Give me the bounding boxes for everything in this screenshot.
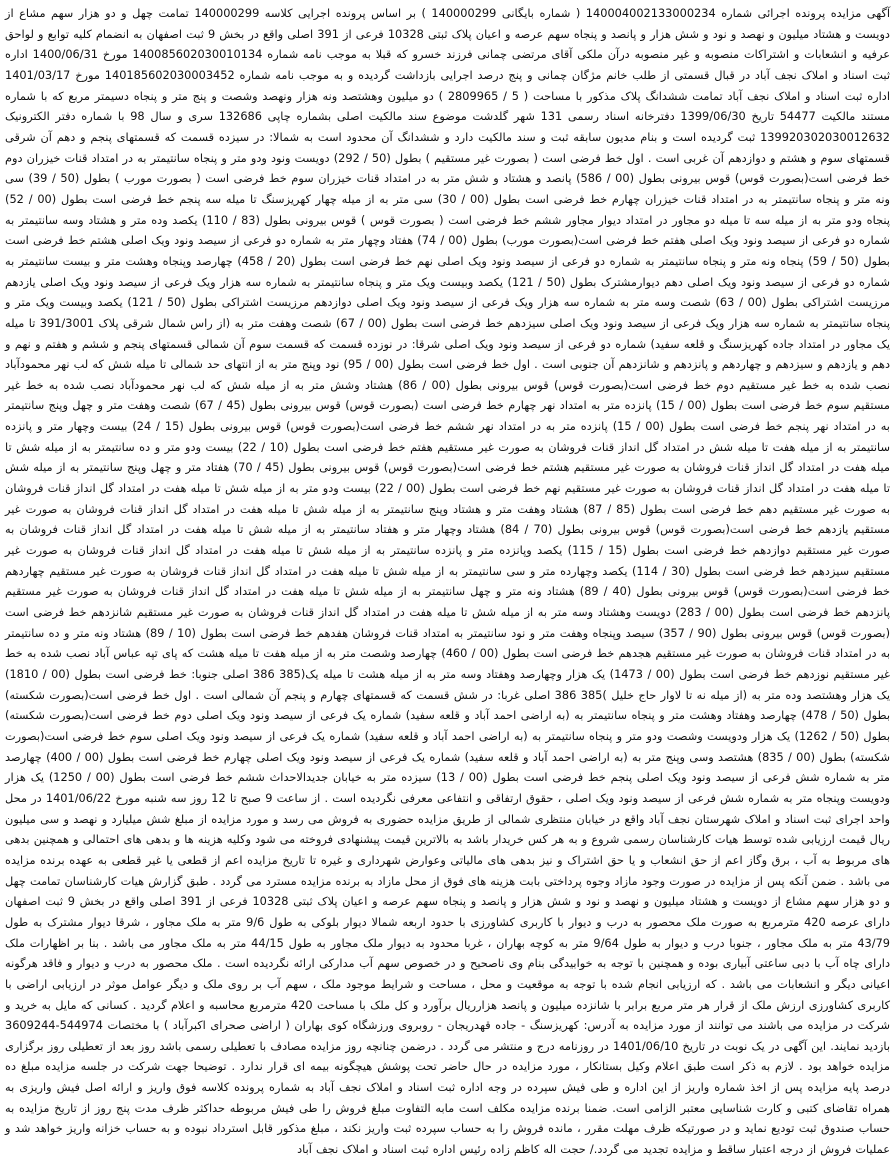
notice-body-text: آگهی مزایده پرونده اجرائی شماره 140004002133000234 ( شماره بایگانی 140000299 ) بر اساس پرونده اجرایی کلاسه 140000299 تمامت چهل و دو هزار سهم مشاع از دویست و هشتاد میلیون و نهصد و نود و شش هزار و پانصد و پنجاه سهم عرصه و اعیان پلاک ثبتی 10328 فرعی از 391 اصلی واقع در بخش 9 ثبت اصفهان به انضمام کلیه توابع و لواحق عرفیه و انشعابات و اشتراکات منصوبه و غیر منصوبه درآن ملکی آقای مرتضی چمانی فرزند خسرو که قبلا به موجب نامه شماره 140085602030010134 مورخ 1400/06/31 اداره ثبت اسناد و املاک نجف آباد در قبال قسمتی از طلب خانم مژگان چمانی و پنج درصد اجرایی بازداشت گردیده و به موجب نامه شماره 140185602030003452 مورخ 1401/03/17 اداره ثبت اسناد و املاک نجف آباد تمامت ششدانگ پلاک مذکور با مساحت ( 5 / 2809965 ) دو میلیون وهشتصد ونه هزار ونهصد وشصت و پنج متر و پنجاه دسیمتر مربع که با شماره مستند مالکیت 54477 تاریخ 1399/06/30 دفترخانه اسناد رسمی 131 شهر گلدشت موضوع سند مالکیت اصلی بشماره چاپی 132686 سری و سال 98 با شماره دفتر الکترونیک 139920302030012632 ثبت گردیده است و بنام مدیون سابقه ثبت و سند مالکیت دارد و ششدانگ آن محدود است به شمالا: در سیزده قسمت که قسمتهای پنجم و دهم آن شرقی قسمتهای سوم و هشتم و دوازدهم آن غربی است . اول خط فرضی است ( بصورت غیر مستقیم ) بطول (50 / 292) دویست ونود ودو متر و پنجاه سانتیمتر به در امتداد قنات خیزران دوم خط فرضی است(بصورت قوس) قوس بیرونی بطول (00 / 586) پانصد و هشتاد و شش متر به در امتداد قنات خیزران سوم خط فرضی است ( بصورت مورب ) بطول (50 / 39) سی ونه متر و پنجاه سانتیمتر به در امتداد قنات خیزران چهارم خط فرضی است بطول (00 / 30) سی متر به از میله چهار کهریزسنگ تا میله سه پنجم خط فرضی است بطول (00 / 52) پنجاه ودو متر به از میله سه تا میله دو مجاور در امتداد دیوار مجاور ششم خط فرضی است ( بصورت قوس ) قوس بیرونی بطول (83 / 110) یکصد وده متر و هشتاد وسه سانتیمتر به شماره دو فرعی از سیصد ونود ویک اصلی هفتم خط فرضی است(بصورت مورب) بطول (00 / 74) هفتاد وچهار متر به شماره دو فرعی از سیصد ونود ویک اصلی هشتم خط فرضی است بطول (50 / 59) پنجاه ونه متر و پنجاه سانتیمتر به شماره دو فرعی از سیصد ونود ویک اصلی نهم خط فرضی است بطول (20 / 458) چهارصد وپنجاه وهشت متر و بیست سانتیمتر به شماره دو فرعی از سیصد ونود ویک اصلی دهم دیوارمشترک بطول (50 / 121) یکصد وبیست ویک متر و پنجاه سانتیمتر به شماره سه هزار ویک فرعی از سیصد ونود ویک اصلی یازدهم مرزیست اشتراکی بطول (00 / 63) شصت وسه متر به شماره سه هزار ویک فرعی از سیصد ونود ویک اصلی دوازدهم مرزیست اشتراکی بطول (50 / 121) یکصد وبیست ویک متر و پنجاه سانتیمتر به شماره سه هزار ویک فرعی از سیصد ونود ویک اصلی سیزدهم خط فرضی است بطول (00 / 67) شصت وهفت متر به (از راس شمال شرقی پلاک 391/3001 تا میله یک مجاور در امتداد جاده کهریزسنگ و قلعه سفید) شماره دو فرعی از سیصد ونود ویک اصلی شرقا: در نوزده قسمت که قسمت سوم آن شمالی قسمتهای پنجم و ششم و هفتم و نهم و دهم و یازدهم و سیزدهم و چهاردهم و پانزدهم و شانزدهم آن جنوبی است . اول خط فرضی است بطول (00 / 95) نود وپنج متر به از انتهای حد شمالی تا میله شش که لب نهر محمودآباد نصب شده به خط غیر مستقیم دوم خط فرضی است(بصورت قوس) قوس بیرونی بطول (00 / 86) هشتاد وشش متر به از میله شش که لب نهر محمودآباد نصب شده به خط غیر مستقیم سوم خط فرضی است بطول (00 / 15) پانزده متر به امتداد نهر چهارم خط فرضی است (بصورت قوس) قوس بیرونی بطول (45 / 67) شصت وهفت متر و چهل وپنج سانتیمتر به در امتداد نهر پنجم خط فرضی است بطول (00 / 15) پانزده متر به در امتداد نهر ششم خط فرضی است(بصورت قوس) قوس بیرونی بطول (15 / 24) بیست وچهار متر و پانزده سانتیمتر به از میله هفت تا میله شش در امتداد گل انداز قنات فروشان به صورت غیر مستقیم هفتم خط فرضی است بطول (10 / 22) بیست ودو متر و ده سانتیمتر به از میله شش تا میله هفت در امتداد گل انداز قنات فروشان به صورت غیر مستقیم هشتم خط فرضی است(بصورت قوس) قوس بیرونی بطول (45 / 70) هفتاد متر و چهل وپنج سانتیمتر به از میله شش تا میله هفت در امتداد گل انداز قنات فروشان به صورت غیر مستقیم نهم خط فرضی است بطول (00 / 22) بیست ودو متر به از میله شش تا میله هفت در امتداد گل انداز قنات فروشان به صورت غیر مستقیم دهم خط فرضی است بطول (85 / 87) هشتاد وهفت متر و هشتاد وپنج سانتیمتر به از میله شش تا میله هفت در امتداد گل انداز قنات فروشان به صورت غیر مستقیم یازدهم خط فرضی است(بصورت قوس) قوس بیرونی بطول (70 / 84) هشتاد وچهار متر و هفتاد سانتیمتر به از میله شش تا میله هفت در امتداد گل انداز قنات فروشان به صورت غیر مستقیم دوازدهم خط فرضی است بطول (15 / 115) یکصد وپانزده متر و پانزده سانتیمتر به از میله شش تا میله هفت در امتداد گل انداز قنات فروشان به صورت غیر مستقیم سیزدهم خط فرضی است بطول (30 / 114) یکصد وچهارده متر و سی سانتیمتر به از میله شش تا میله هفت در امتداد گل انداز قنات فروشان به صورت غیر مستقیم چهاردهم خط فرضی است(بصورت قوس) قوس بیرونی بطول (40 / 89) هشتاد ونه متر و چهل سانتیمتر به از میله شش تا میله هفت در امتداد گل انداز قنات فروشان به صورت غیر مستقیم پانزدهم خط فرضی است بطول (00 / 283) دویست وهشتاد وسه متر به از میله شش تا میله هفت در امتداد گل انداز قنات فروشان به صورت غیر مستقیم شانزدهم خط فرضی است (بصورت قوس) قوس بیرونی بطول (90 / 357) سیصد وپنجاه وهفت متر و نود سانتیمتر به امتداد قنات فروشان هفدهم خط فرضی است بطول (10 / 89) هشتاد ونه متر و ده سانتیمتر به در امتداد قنات فروشان به صورت غیر مستقیم هجدهم خط فرضی است بطول (00 / 460) چهارصد وشصت متر به از میله هفت تا میله هشت که پای تپه عباس آباد نصب شده به خط غیر مستقیم نوزدهم خط فرضی است بطول (00 / 1473) یک هزار وچهارصد وهفتاد وسه متر به از میله هشت تا میله یک(385 386 اصلی جنوبا: خط فرضی است بطول (00 / 1810) یک هزار وهشتصد وده متر به (از میله نه تا لاوار حاج خلیل )385 386 اصلی غربا: در شش قسمت که قسمتهای چهارم و پنجم آن شمالی است . اول خط فرضی است(بصورت شکسته) بطول (50 / 478) چهارصد وهفتاد وهشت متر و پنجاه سانتیمتر به (به اراضی احمد آباد و قلعه سفید) شماره یک فرعی از سیصد ونود ویک اصلی دوم خط فرضی است(بصورت شکسته) بطول (50 / 1262) یک هزار ودویست وشصت ودو متر و پنجاه سانتیمتر به (به اراضی احمد آباد و قلعه سفید) شماره یک فرعی از سیصد ونود ویک اصلی سوم خط فرضی است(بصورت شکسته) بطول (00 / 835) هشتصد وسی وپنج متر به (به اراضی احمد آباد و قلعه سفید) شماره یک فرعی از سیصد ونود ویک اصلی چهارم خط فرضی است بطول (00 / 400) چهارصد متر به شماره شش فرعی از سیصد ونود ویک اصلی پنجم خط فرضی است بطول (00 / 13) سیزده متر به خیابان جدیدالاحداث ششم خط فرضی است بطول (00 / 1250) یک هزار ودویست وپنجاه متر به شماره شش فرعی از سیصد ونود ویک اصلی ، حقوق ارتفاقی و انتفاعی معرفی نگردیده است . از ساعت 9 صبح تا 12 روز سه شنبه مورخ 1401/06/22 در محل واحد اجرای ثبت اسناد و املاک شهرستان نجف آباد واقع در خیابان منتظری شمالی از طریق مزایده حضوری به فروش می رسد و مورد مزایده از مبلغ شش میلیارد و نهصد و سی میلیون ریال قیمت ارزیابی شده توسط هیات کارشناسان رسمی شروع و به هر کس خریدار باشد به بالاترین قیمت پیشنهادی فروخته می شود وکلیه هزینه ها و بدهی های احتمالی و همچنین بدهی های مربوط به آب ، برق وگاز اعم از حق انشعاب و یا حق اشتراک و نیز بدهی های مالیاتی وعوارض شهرداری و غیره تا تاریخ مزایده اعم از قطعی یا غیر قطعی به عهده برنده مزایده می باشد . ضمن آنکه پس از مزایده در صورت وجود مازاد وجوه پرداختی بابت هزینه های فوق از محل مازاد به برنده مزایده مسترد می گردد . طبق گزارش هیات کارشناسان تمامت چهل و دو هزار سهم مشاع از دویست و هشتاد میلیون و نهصد و نود و شش هزار و پانصد و پنجاه سهم عرصه و اعیان پلاک ثبتی 10328 فرعی از 391 اصلی واقع در بخش 9 ثبت اصفهان دارای عرصه 420 مترمربع به صورت ملک محصور به درب و دیوار با کاربری کشاورزی با حدود اربعه شمالا دیوار بلوکی به طول 9/6 متر به ملک مجاور ، شرقا دیوار مشترک به طول 43/79 متر به ملک مجاور ، جنوبا درب و دیوار به طول 9/64 متر به کوچه بهاران ، غربا محدود به دیوار ملک مجاور به طول 44/15 متر به ملک مجاور می باشد . بنا بر اظهارات ملک دارای چاه آب با دبی ساعتی آبیاری بوده و همچنین با توجه به خوابیدگی بنام وی ناصحیح و در خصوص سهم آب مدارکی ارائه نگردیده است . ملک محصور به درب و دیوار و فاقد هرگونه اعیانی دیگر و انشعابات می باشد . که ارزیابی انجام شده با توجه به موقعیت و محل ، مساحت و شرایط موجود ملک ، سهم آب بر روی ملک و دیگر عوامل موثر در ارزیابی اراضی با کاربری کشاورزی ارزش ملک از قرار هر متر مربع برابر با شانزده میلیون و پانصد هزارریال برآورد و کل ملک با مساحت 420 مترمربع محاسبه و اعلام گردید . کسانی که مایل به خرید و شرکت در مزایده می باشند می توانند از مورد مزایده به آدرس: کهریزسنگ - جاده قهدریجان - روبروی ورزشگاه کوی بهاران ( اراضی صحرای اکبرآباد ) با مختصات 544974-3609244 بازدید نمایند. این آگهی در یک نوبت در تاریخ 1401/06/10 در روزنامه درج و منتشر می گردد . درضمن چنانچه روز مزایده مصادف با تعطیلی رسمی باشد روز بعد از تعطیلی روز برگزاری مزایده خواهد بود . لازم به ذکر است طبق اعلام وکیل بستانکار ، مورد مزایده در حال حاضر تحت پوشش هیچگونه بیمه ای قرار ندارد . توضیحا جهت شرکت در جلسه مزایده مبلغ ده درصد پایه مزایده پس از اخذ شماره واریز از این اداره و طی فیش سپرده در وجه اداره ثبت اسناد و املاک نجف آباد به شماره پرونده کلاسه فوق واریز و ارائه اصل فیش واریزی به همراه تقاضای کتبی و کارت شناسایی معتبر الزامی است. ضمنا برنده مزایده مکلف است مابه التفاوت مبلغ فروش را طی فیش مربوطه حداکثر ظرف مدت پنج روز از تاریخ مزایده به حساب صندوق ثبت تودیع نماید و در صورتیکه ظرف مهلت مقرر ، مانده فروش را به حساب سپرده ثبت واریز نکند ، مبلغ مذکور قابل استرداد نبوده و به حساب خزانه واریز خواهد شد و عملیات فروش از درجه اعتبار ساقط و مزایده تجدید می گردد./ حجت اله کاظم زاده رئیس اداره ثبت اسناد و املاک نجف آباد — [5, 6, 891, 1157]
